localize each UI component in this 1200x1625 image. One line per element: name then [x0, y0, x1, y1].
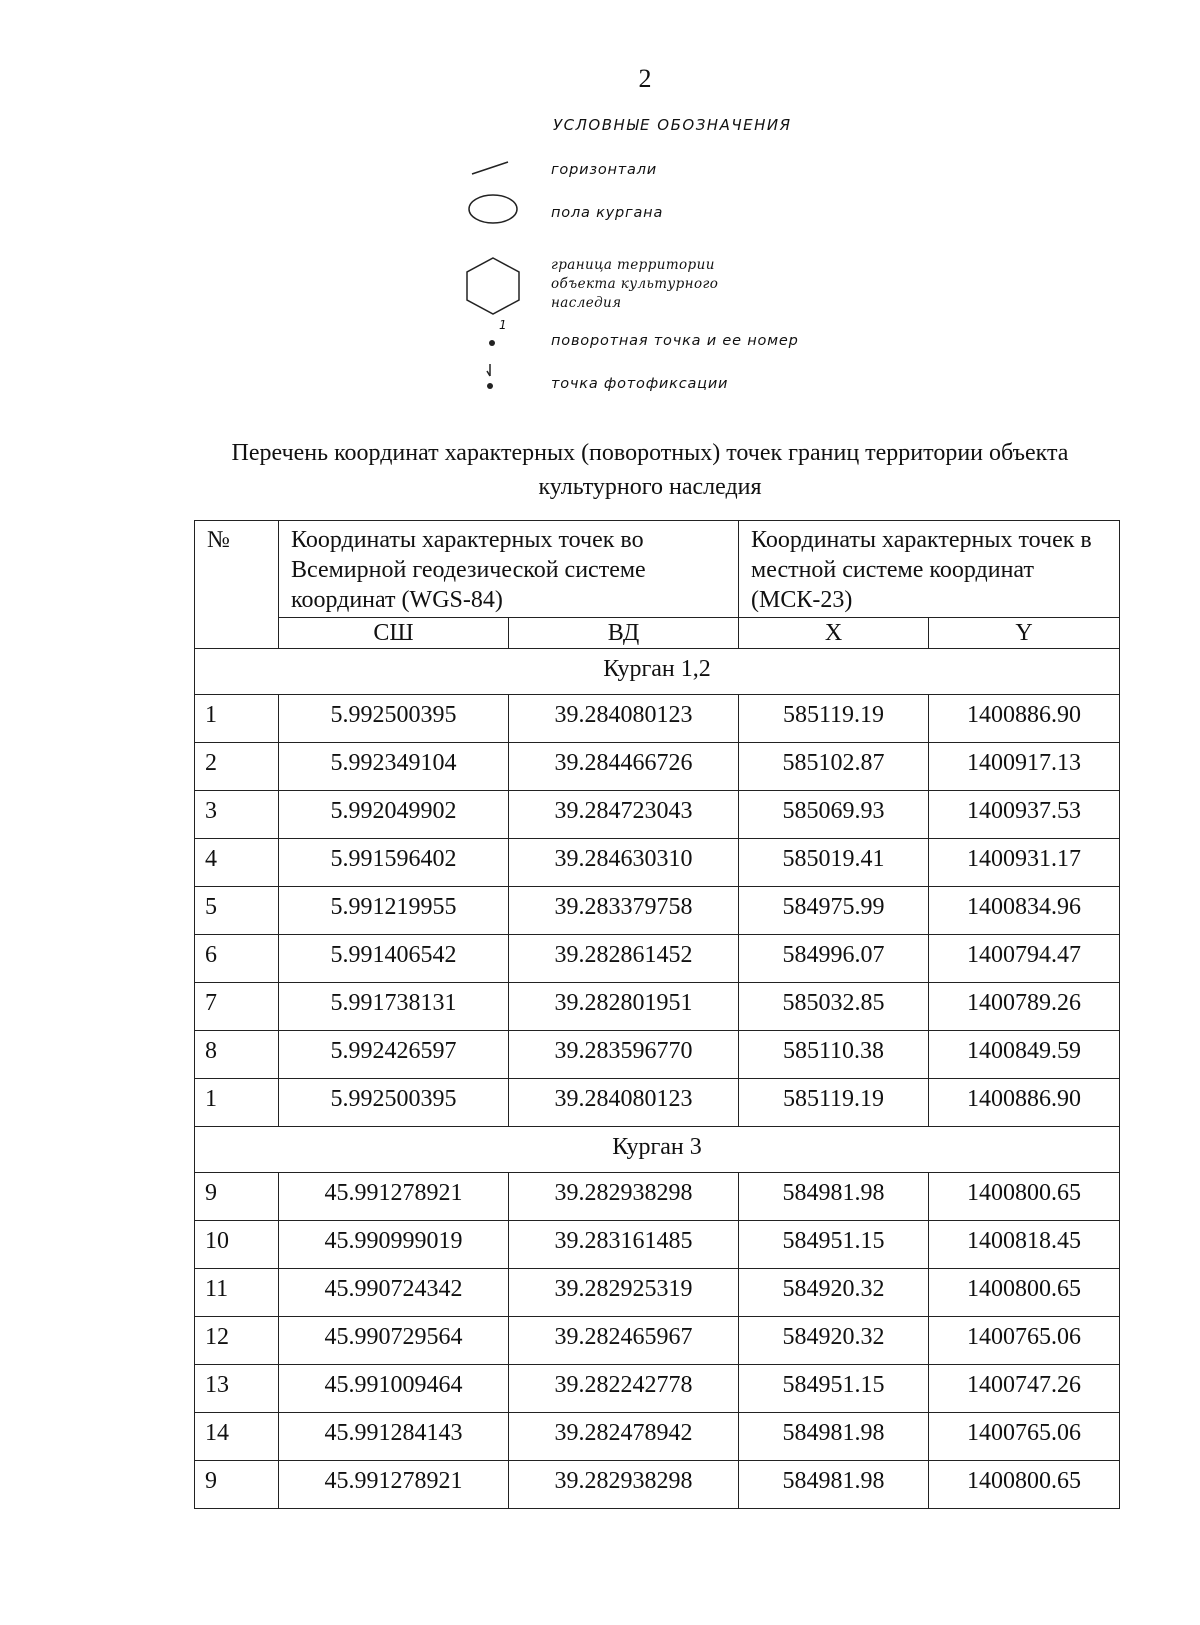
table-row — [195, 983, 1120, 1031]
coordinates-table — [194, 520, 1120, 1509]
y-cell: 1400937.53 — [929, 791, 1120, 839]
table-row — [195, 1269, 1120, 1317]
x-cell: 585119.19 — [739, 695, 929, 743]
table-row — [195, 1317, 1120, 1365]
legend-label-photo-point: точка фотофиксации — [551, 376, 729, 392]
point-number: 7 — [195, 983, 279, 1031]
lat-cell: 5.991596402 — [279, 839, 509, 887]
y-cell: 1400800.65 — [929, 1461, 1120, 1509]
lon-cell: 39.282925319 — [509, 1269, 739, 1317]
point-number: 12 — [195, 1317, 279, 1365]
lat-cell: 5.992500395 — [279, 695, 509, 743]
legend-label-contours: горизонтали — [551, 162, 658, 178]
legend-label-turning-point: поворотная точка и ее номер — [551, 333, 799, 349]
point-number: 10 — [195, 1221, 279, 1269]
x-cell: 585019.41 — [739, 839, 929, 887]
point-number: 9 — [195, 1173, 279, 1221]
point-number: 6 — [195, 935, 279, 983]
table-row — [195, 1173, 1120, 1221]
table-row — [195, 887, 1120, 935]
page-number: 2 — [638, 64, 652, 93]
lon-cell: 39.284466726 — [509, 743, 739, 791]
x-cell: 584951.15 — [739, 1221, 929, 1269]
legend-label-mound-floor: пола кургана — [551, 205, 664, 221]
point-number: 2 — [195, 743, 279, 791]
table-row — [195, 695, 1120, 743]
x-cell: 584996.07 — [739, 935, 929, 983]
point-number: 9 — [195, 1461, 279, 1509]
table-row — [195, 1079, 1120, 1127]
table-header-row — [195, 521, 1120, 618]
table-row — [195, 935, 1120, 983]
x-cell: 585119.19 — [739, 1079, 929, 1127]
legend-label-boundary: граница территории объекта культурного наследия — [551, 257, 719, 311]
x-cell: 584920.32 — [739, 1269, 929, 1317]
point-number: 11 — [195, 1269, 279, 1317]
table-row — [195, 1031, 1120, 1079]
lon-cell: 39.284080123 — [509, 1079, 739, 1127]
point-number: 5 — [195, 887, 279, 935]
lon-cell: 39.282801951 — [509, 983, 739, 1031]
y-cell: 1400886.90 — [929, 695, 1120, 743]
point-number: 8 — [195, 1031, 279, 1079]
x-cell: 584951.15 — [739, 1365, 929, 1413]
lon-cell: 39.284723043 — [509, 791, 739, 839]
lon-cell: 39.284630310 — [509, 839, 739, 887]
y-cell: 1400886.90 — [929, 1079, 1120, 1127]
table-row — [195, 1221, 1120, 1269]
point-number: 13 — [195, 1365, 279, 1413]
lat-cell: 45.991278921 — [279, 1173, 509, 1221]
turning-point-marker: 1 — [499, 318, 507, 332]
table-row — [195, 1461, 1120, 1509]
x-cell: 585032.85 — [739, 983, 929, 1031]
lat-cell: 5.991219955 — [279, 887, 509, 935]
y-cell: 1400789.26 — [929, 983, 1120, 1031]
header-lat: СШ — [279, 618, 509, 649]
lon-cell: 39.283379758 — [509, 887, 739, 935]
hexagon-icon — [463, 255, 523, 317]
group-row — [195, 649, 1120, 695]
header-number: № — [195, 521, 279, 649]
table-row — [195, 839, 1120, 887]
group-name: Курган 1,2 — [195, 649, 1120, 695]
lon-cell: 39.284080123 — [509, 695, 739, 743]
lon-cell: 39.283596770 — [509, 1031, 739, 1079]
point-number: 1 — [195, 695, 279, 743]
lat-cell: 5.991406542 — [279, 935, 509, 983]
y-cell: 1400834.96 — [929, 887, 1120, 935]
y-cell: 1400849.59 — [929, 1031, 1120, 1079]
header-lon: ВД — [509, 618, 739, 649]
lat-cell: 5.992500395 — [279, 1079, 509, 1127]
lat-cell: 45.991284143 — [279, 1413, 509, 1461]
header-msk: Координаты характерных точек в местной системе координат (МСК-23) — [739, 521, 1120, 618]
ellipse-icon — [466, 192, 520, 226]
x-cell: 585102.87 — [739, 743, 929, 791]
y-cell: 1400800.65 — [929, 1269, 1120, 1317]
point-number: 14 — [195, 1413, 279, 1461]
lat-cell: 45.991278921 — [279, 1461, 509, 1509]
table-subheader-row — [195, 618, 1120, 649]
header-y: Y — [929, 618, 1120, 649]
y-cell: 1400765.06 — [929, 1317, 1120, 1365]
legend-title: УСЛОВНЫЕ ОБОЗНАЧЕНИЯ — [553, 116, 792, 134]
header-x: X — [739, 618, 929, 649]
y-cell: 1400800.65 — [929, 1173, 1120, 1221]
y-cell: 1400931.17 — [929, 839, 1120, 887]
header-wgs: Координаты характерных точек во Всемирной геодезической системе координат (WGS-84) — [279, 521, 739, 618]
x-cell: 584975.99 — [739, 887, 929, 935]
point-number: 3 — [195, 791, 279, 839]
x-cell: 584920.32 — [739, 1317, 929, 1365]
lat-cell: 5.991738131 — [279, 983, 509, 1031]
x-cell: 584981.98 — [739, 1173, 929, 1221]
x-cell: 585110.38 — [739, 1031, 929, 1079]
lat-cell: 45.990729564 — [279, 1317, 509, 1365]
group-name: Курган 3 — [195, 1127, 1120, 1173]
table-row — [195, 1413, 1120, 1461]
document-title: Перечень координат характерных (поворотных) точек границ территории объекта культурного наследия — [231, 440, 1069, 500]
lon-cell: 39.282478942 — [509, 1413, 739, 1461]
table-row — [195, 1365, 1120, 1413]
lon-cell: 39.282465967 — [509, 1317, 739, 1365]
lon-cell: 39.282938298 — [509, 1173, 739, 1221]
point-number: 1 — [195, 1079, 279, 1127]
y-cell: 1400747.26 — [929, 1365, 1120, 1413]
lat-cell: 45.990724342 — [279, 1269, 509, 1317]
point-number: 4 — [195, 839, 279, 887]
group-row — [195, 1127, 1120, 1173]
contour-line-icon — [470, 160, 510, 176]
photo-point-icon — [482, 362, 502, 394]
table-row — [195, 743, 1120, 791]
table-row — [195, 791, 1120, 839]
lat-cell: 5.992349104 — [279, 743, 509, 791]
y-cell: 1400794.47 — [929, 935, 1120, 983]
lat-cell: 45.991009464 — [279, 1365, 509, 1413]
x-cell: 584981.98 — [739, 1413, 929, 1461]
x-cell: 584981.98 — [739, 1461, 929, 1509]
lon-cell: 39.283161485 — [509, 1221, 739, 1269]
lat-cell: 5.992049902 — [279, 791, 509, 839]
y-cell: 1400917.13 — [929, 743, 1120, 791]
lat-cell: 45.990999019 — [279, 1221, 509, 1269]
lon-cell: 39.282242778 — [509, 1365, 739, 1413]
x-cell: 585069.93 — [739, 791, 929, 839]
lon-cell: 39.282938298 — [509, 1461, 739, 1509]
y-cell: 1400818.45 — [929, 1221, 1120, 1269]
lon-cell: 39.282861452 — [509, 935, 739, 983]
y-cell: 1400765.06 — [929, 1413, 1120, 1461]
lat-cell: 5.992426597 — [279, 1031, 509, 1079]
